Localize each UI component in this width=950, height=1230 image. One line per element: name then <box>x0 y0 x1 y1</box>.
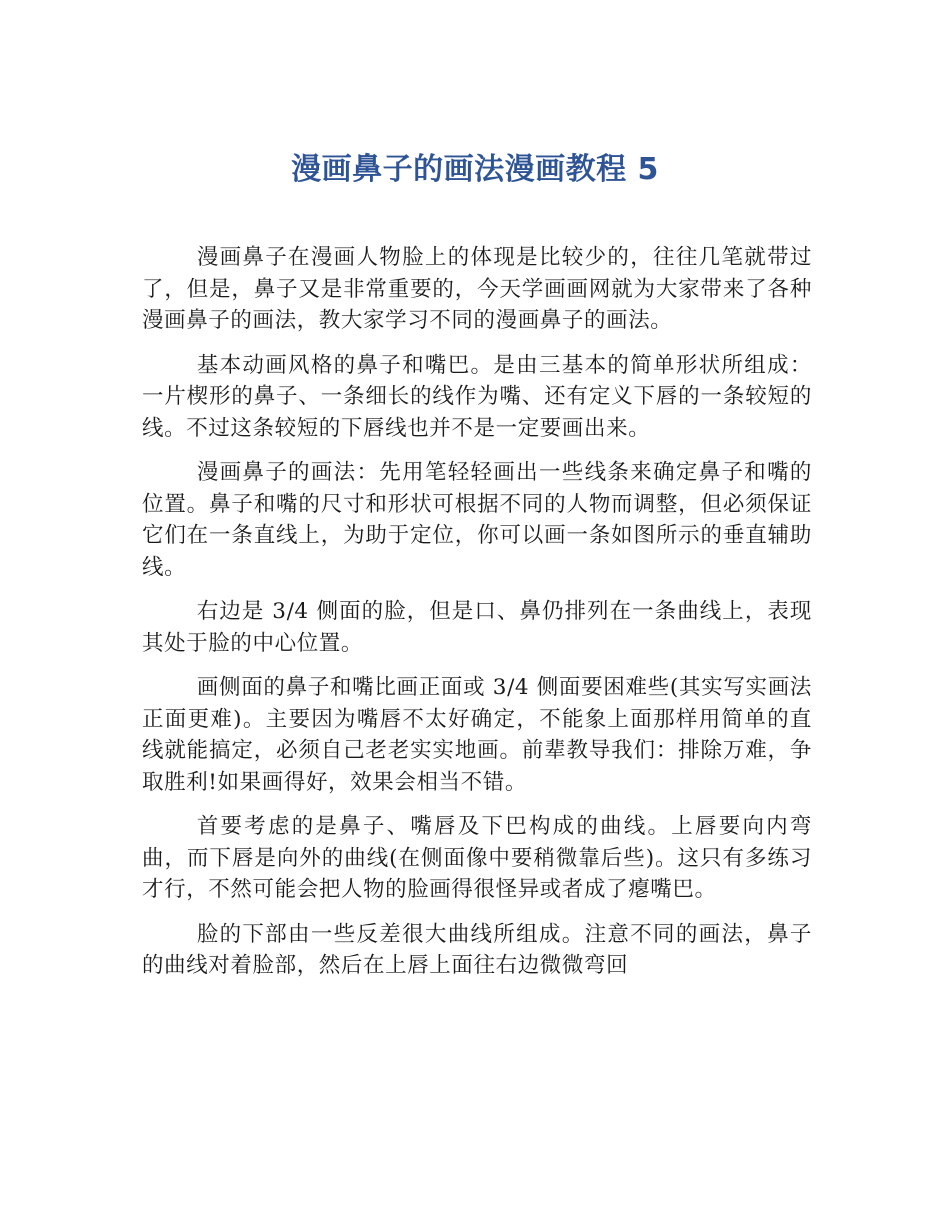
paragraph-2: 基本动画风格的鼻子和嘴巴。是由三基本的简单形状所组成：一片楔形的鼻子、一条细长的线作为嘴、还有定义下唇的一条较短的线。不过这条较短的下唇线也并不是一定要画出来。 <box>142 352 812 441</box>
paragraph-3: 漫画鼻子的画法：先用笔轻轻画出一些线条来确定鼻子和嘴的位置。鼻子和嘴的尺寸和形状可根据不同的人物而调整，但必须保证它们在一条直线上，为助于定位，你可以画一条如图所示的垂直辅助线。 <box>142 460 812 580</box>
paragraph-1: 漫画鼻子在漫画人物脸上的体现是比较少的，往往几笔就带过了，但是，鼻子又是非常重要的，今天学画画网就为大家带来了各种漫画鼻子的画法，教大家学习不同的漫画鼻子的画法。 <box>142 245 812 333</box>
document-body <box>142 242 812 995</box>
paragraph-7: 脸的下部由一些反差很大曲线所组成。注意不同的画法，鼻子的曲线对着脸部，然后在上唇上面往右边微微弯回 <box>142 921 812 978</box>
paragraph-6: 首要考虑的是鼻子、嘴唇及下巴构成的曲线。上唇要向内弯曲，而下唇是向外的曲线(在侧面像中要稍微靠后些)。这只有多练习才行，不然可能会把人物的脸画得很怪异或者成了瘪嘴巴。 <box>142 814 812 902</box>
paragraph-5: 画侧面的鼻子和嘴比画正面或 3/4 侧面要困难些(其实写实画法正面更难)。主要因为嘴唇不太好确定，不能象上面那样用简单的直线就能搞定，必须自己老老实实地画。前辈教导我们：排除万难，争取胜利!如果画得好，效果会相当不错。 <box>142 675 812 795</box>
paragraph-4: 右边是 3/4 侧面的脸，但是口、鼻仍排列在一条曲线上，表现其处于脸的中心位置。 <box>142 599 812 656</box>
document-title: 漫画鼻子的画法漫画教程 5 <box>291 152 659 187</box>
